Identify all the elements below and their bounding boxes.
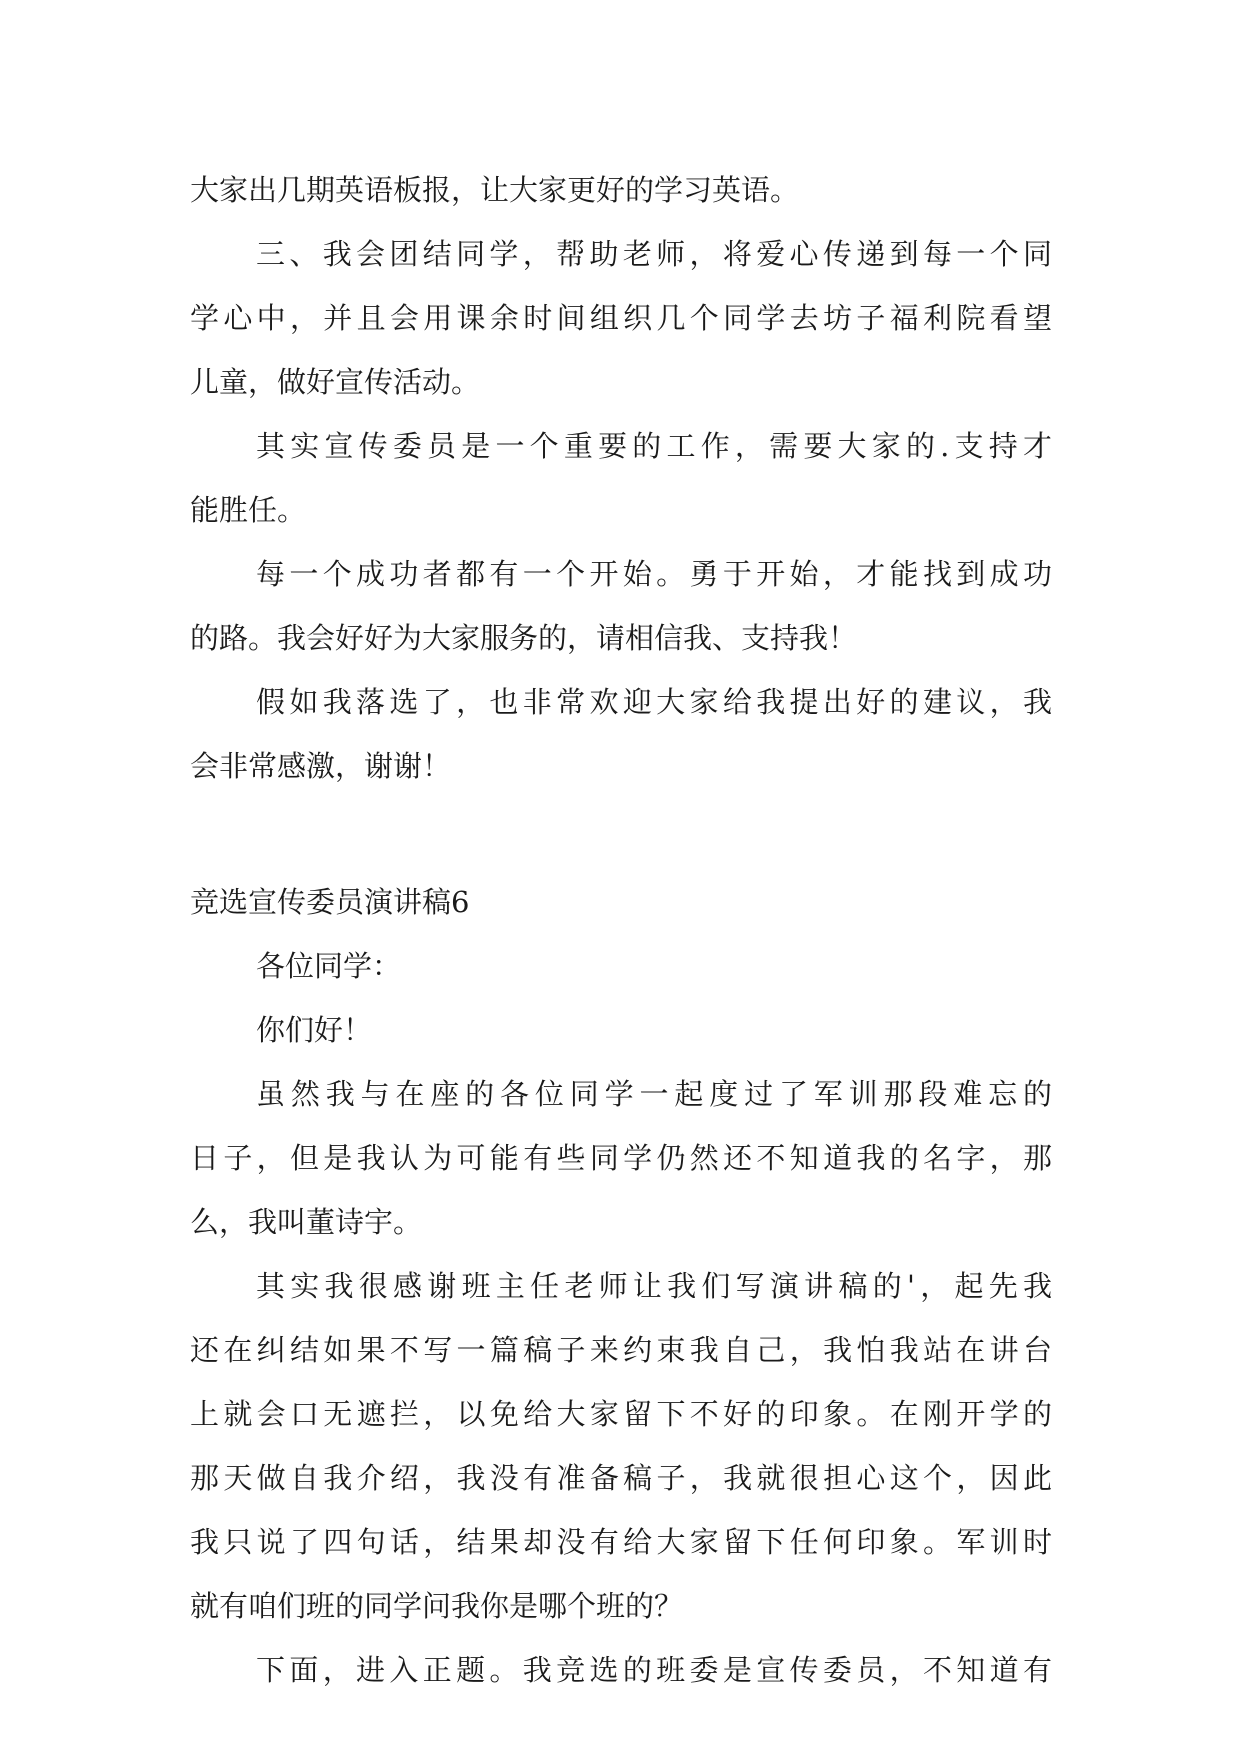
text-line: 每一个成功者都有一个开始。勇于开始，才能找到成功	[256, 557, 1052, 591]
text-line: 其实宣传委员是一个重要的工作，需要大家的.支持才	[256, 429, 1052, 463]
text-line: 还在纠结如果不写一篇稿子来约束我自己，我怕我站在讲台	[190, 1333, 1052, 1367]
text-line: 就有咱们班的同学问我你是哪个班的？	[190, 1589, 684, 1623]
section-title: 竞选宣传委员演讲稿6	[190, 885, 470, 919]
text-line: 三、我会团结同学，帮助老师，将爱心传递到每一个同	[256, 237, 1052, 271]
text-line: 日子，但是我认为可能有些同学仍然还不知道我的名字，那	[190, 1141, 1052, 1175]
text-line: 我只说了四句话，结果却没有给大家留下任何印象。军训时	[190, 1525, 1052, 1559]
text-line: 能胜任。	[190, 493, 307, 527]
text-line: 儿童，做好宣传活动。	[190, 365, 481, 399]
text-line: 假如我落选了，也非常欢迎大家给我提出好的建议，我	[256, 685, 1052, 719]
text-line: 虽然我与在座的各位同学一起度过了军训那段难忘的	[256, 1077, 1052, 1111]
greeting-line: 各位同学：	[256, 949, 402, 983]
text-line: 会非常感激，谢谢！	[190, 749, 452, 783]
text-line: 么，我叫董诗宇。	[190, 1205, 423, 1239]
text-line: 下面，进入正题。我竞选的班委是宣传委员，不知道有	[256, 1653, 1052, 1687]
text-line: 其实我很感谢班主任老师让我们写演讲稿的'，起先我	[256, 1269, 1052, 1303]
text-line: 的路。我会好好为大家服务的，请相信我、支持我！	[190, 621, 858, 655]
text-line: 大家出几期英语板报，让大家更好的学习英语。	[190, 173, 800, 207]
text-line: 学心中，并且会用课余时间组织几个同学去坊子福利院看望	[190, 301, 1052, 335]
greeting-line: 你们好！	[256, 1013, 373, 1047]
text-line: 那天做自我介绍，我没有准备稿子，我就很担心这个，因此	[190, 1461, 1052, 1495]
section-gap	[190, 798, 1052, 870]
document-body	[190, 158, 1052, 1702]
text-line: 上就会口无遮拦，以免给大家留下不好的印象。在刚开学的	[190, 1397, 1052, 1431]
